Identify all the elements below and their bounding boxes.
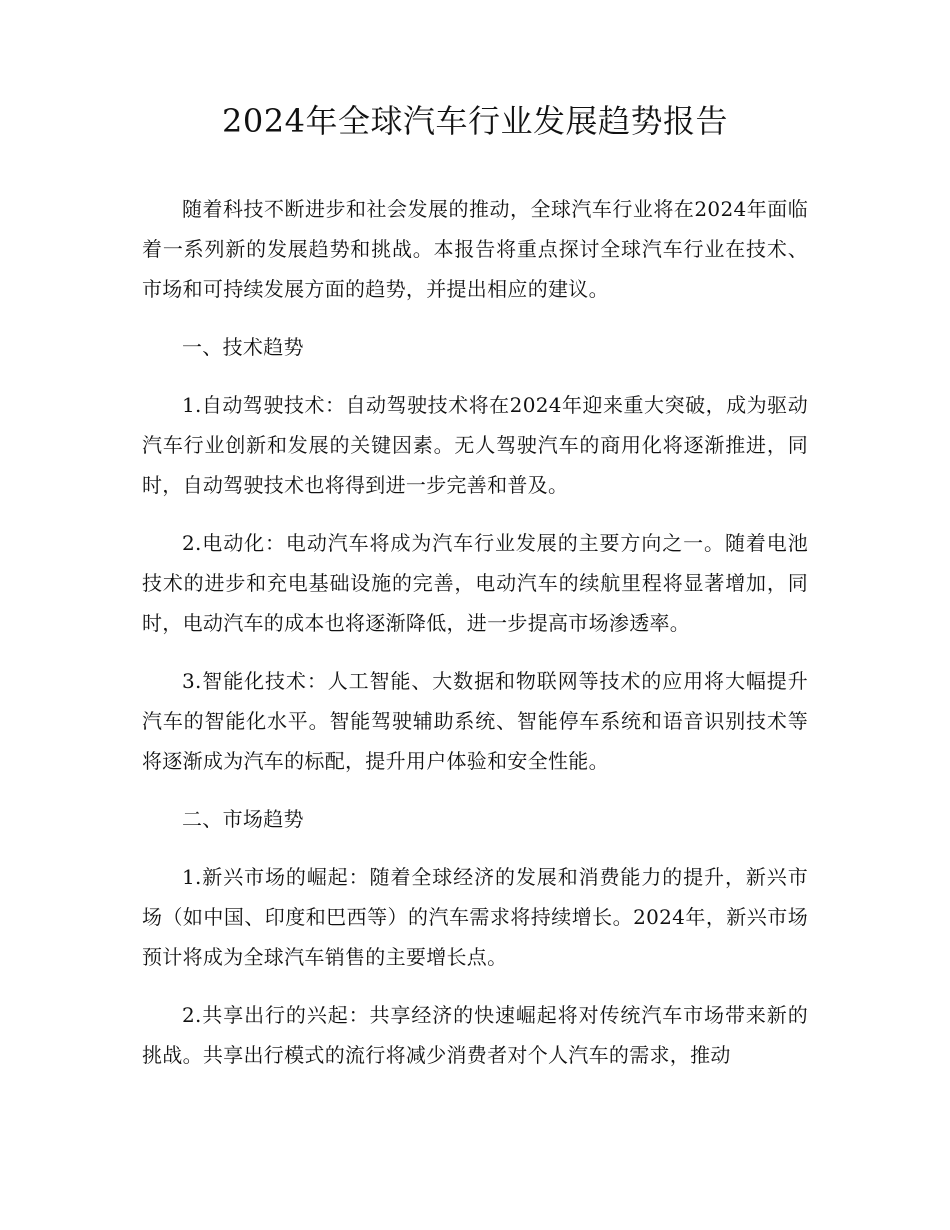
section-heading-market: 二、市场趋势 bbox=[182, 807, 304, 831]
document-title: 2024年全球汽车行业发展趋势报告 bbox=[222, 102, 728, 140]
paragraph-autonomous-driving: 1.自动驾驶技术：自动驾驶技术将在2024年迎来重大突破，成为驱动汽车行业创新和发展的关键因素。无人驾驶汽车的商用化将逐渐推进，同时，自动驾驶技术也将得到进一步完善和普及。 bbox=[142, 393, 808, 497]
paragraph-electrification: 2.电动化：电动汽车将成为汽车行业发展的主要方向之一。随着电池技术的进步和充电基础设施的完善，电动汽车的续航里程将显著增加，同时，电动汽车的成本也将逐渐降低，进一步提高市场渗透率。 bbox=[142, 531, 808, 635]
paragraph-shared-mobility: 2.共享出行的兴起：共享经济的快速崛起将对传统汽车市场带来新的挑战。共享出行模式的流行将减少消费者对个人汽车的需求，推动 bbox=[142, 1003, 808, 1067]
section-heading-technology: 一、技术趋势 bbox=[182, 335, 304, 359]
document-body bbox=[142, 95, 808, 1093]
intro-paragraph: 随着科技不断进步和社会发展的推动，全球汽车行业将在2024年面临着一系列新的发展趋势和挑战。本报告将重点探讨全球汽车行业在技术、市场和可持续发展方面的趋势，并提出相应的建议。 bbox=[142, 197, 808, 301]
paragraph-intelligent-technology: 3.智能化技术：人工智能、大数据和物联网等技术的应用将大幅提升汽车的智能化水平。智能驾驶辅助系统、智能停车系统和语音识别技术等将逐渐成为汽车的标配，提升用户体验和安全性能。 bbox=[142, 669, 808, 773]
paragraph-emerging-markets: 1.新兴市场的崛起：随着全球经济的发展和消费能力的提升，新兴市场（如中国、印度和巴西等）的汽车需求将持续增长。2024年，新兴市场预计将成为全球汽车销售的主要增长点。 bbox=[142, 865, 808, 969]
